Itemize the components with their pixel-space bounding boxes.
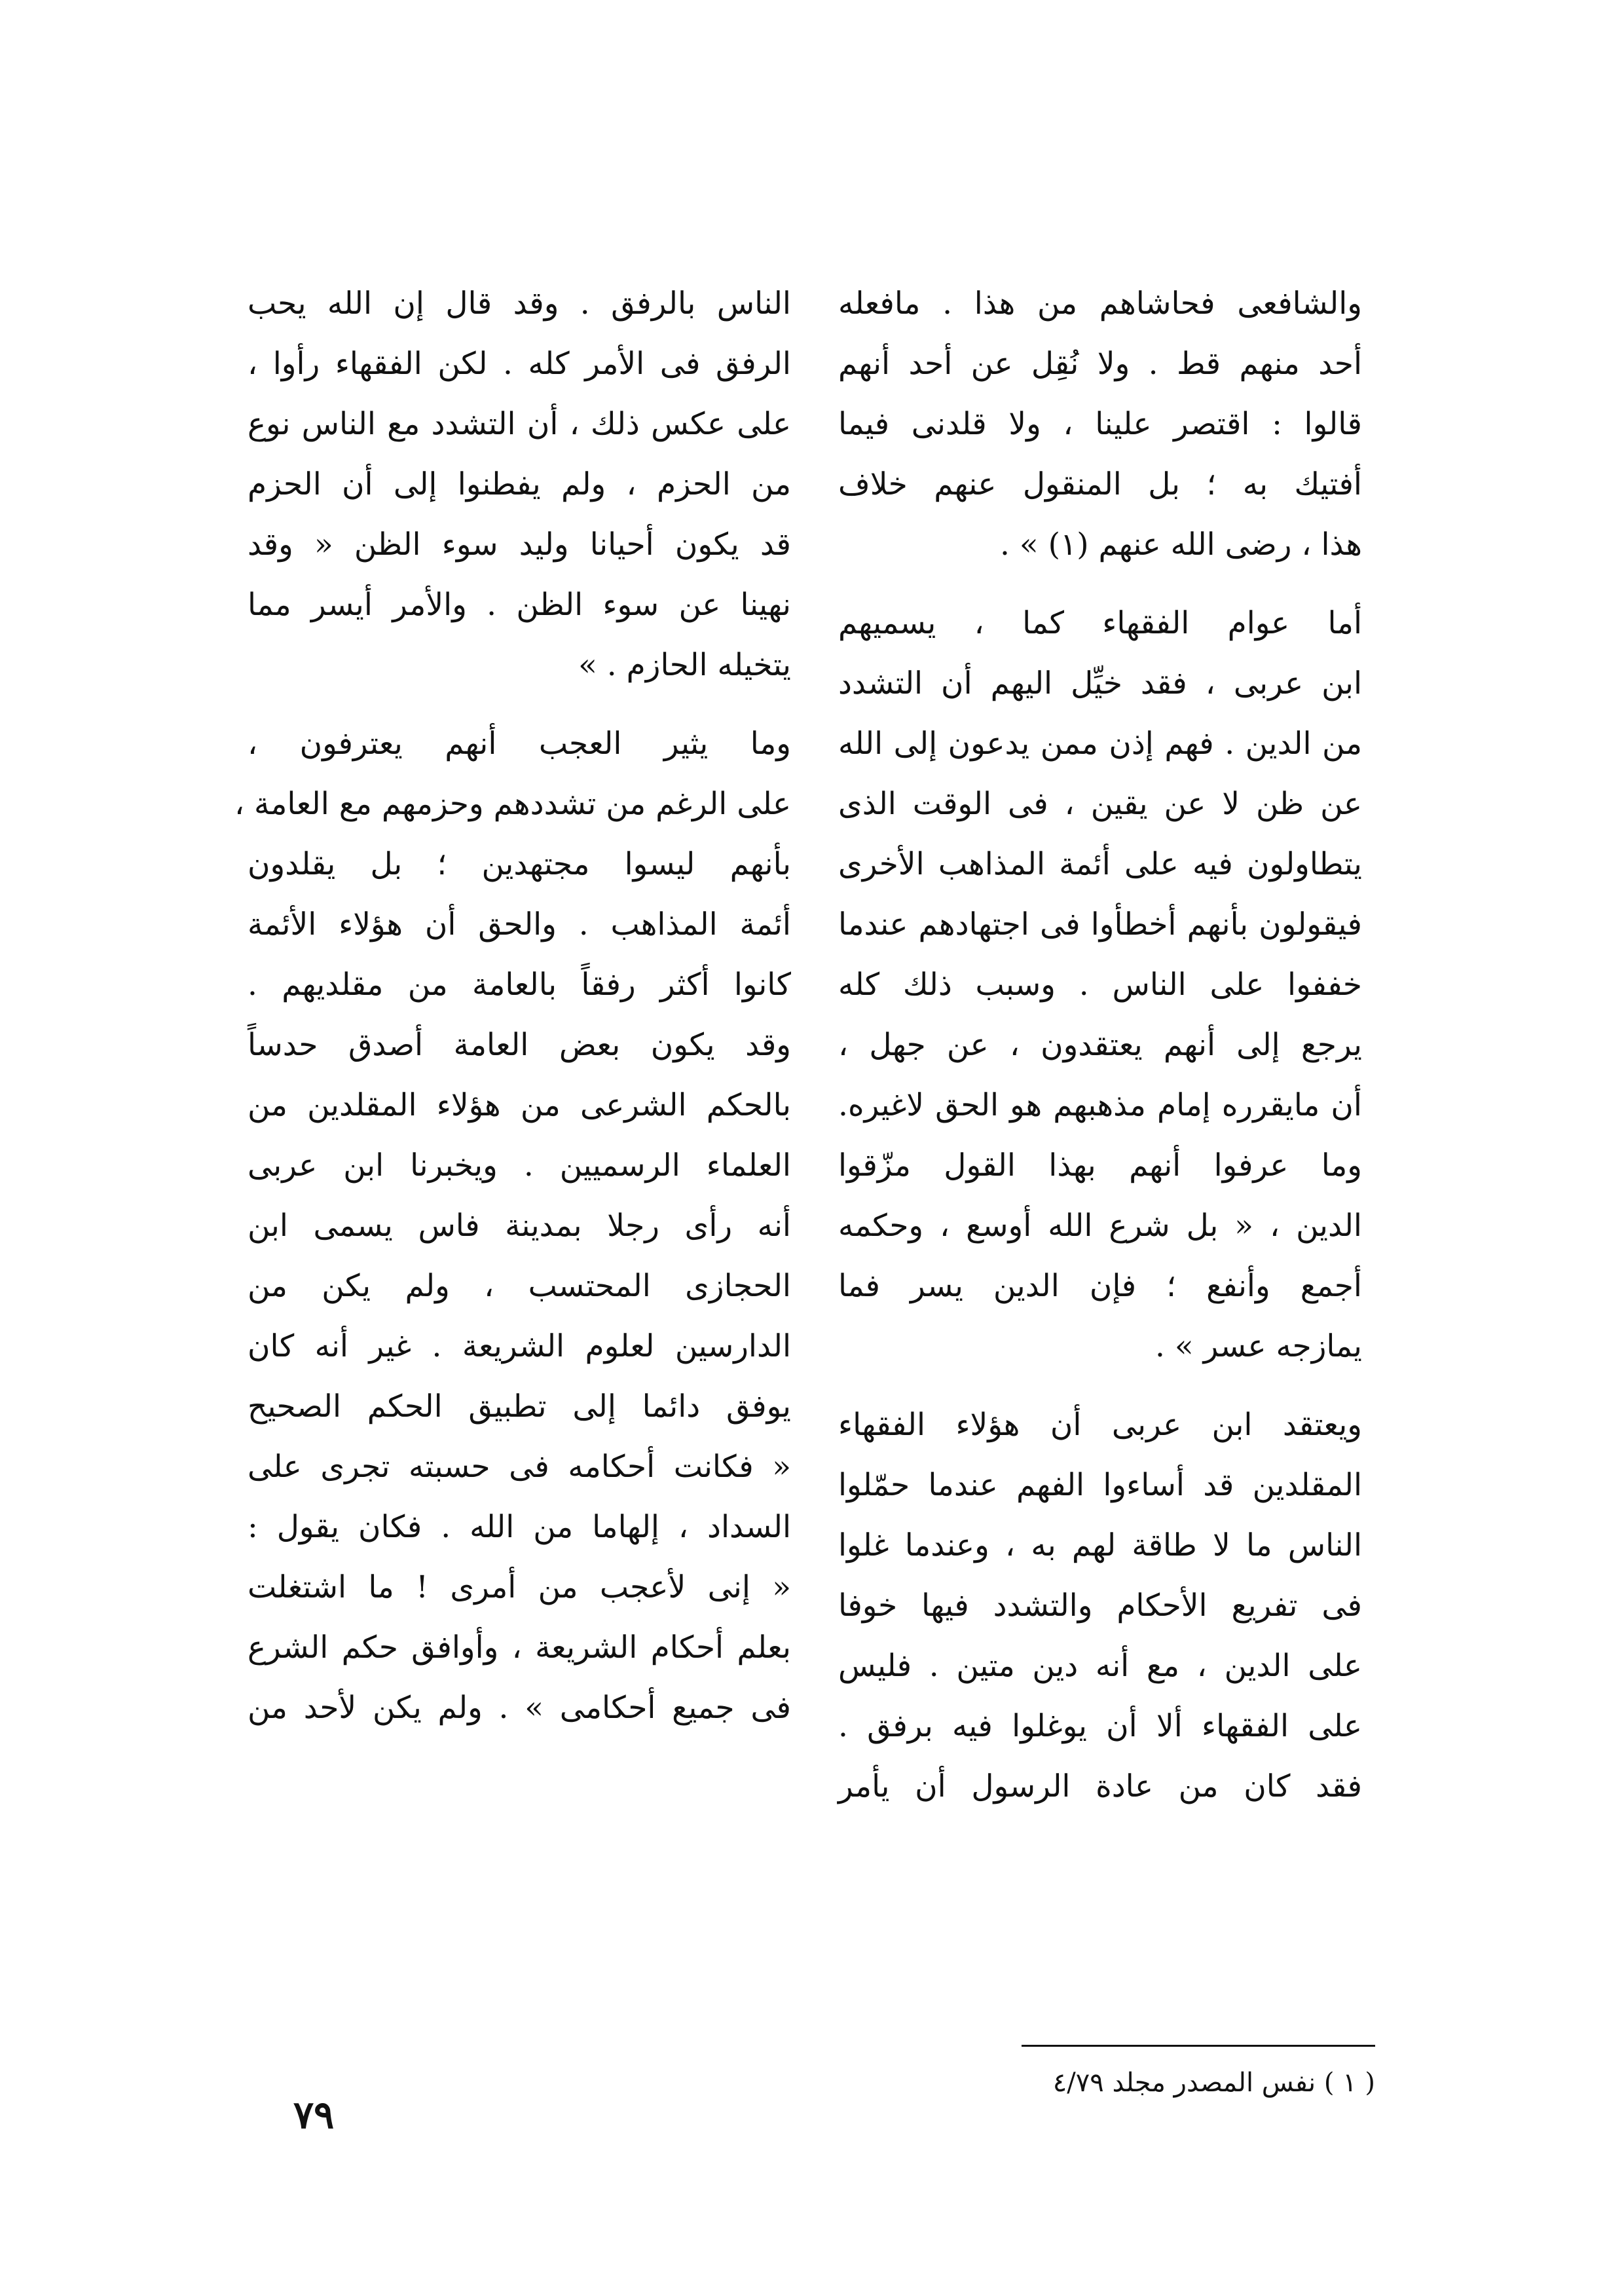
text-line: أفتيك به ؛ بل المنقول عنهم خلاف	[838, 466, 1362, 502]
left-column	[234, 274, 791, 1738]
text-line: على الرغم من تشددهم وحزمهم مع العامة ،	[234, 786, 791, 822]
text-line: الناس ما لا طاقة لهم به ، وعندما غلوا	[838, 1527, 1362, 1563]
text-line: الناس بالرفق . وقد قال إن الله يحب	[248, 286, 791, 322]
text-line: من الدين . فهم إذن ممن يدعون إلى الله	[838, 726, 1362, 762]
text-line: يتخيله الحازم . »	[578, 647, 791, 683]
text-line: والشافعى فحاشاهم من هذا . مافعله	[838, 286, 1362, 322]
text-line: وقد يكون بعض العامة أصدق حدساً	[248, 1027, 791, 1063]
text-line: « إنى لأعجب من أمرى ! ما اشتغلت	[248, 1569, 791, 1605]
text-line: أنه رأى رجلا بمدينة فاس يسمى ابن	[248, 1208, 791, 1244]
footnote-rule	[1022, 2045, 1375, 2047]
page-number: ٧٩	[293, 2093, 335, 2137]
text-line: وما عرفوا أنهم بهذا القول مزّقوا	[838, 1148, 1362, 1184]
footnote: ( ١ ) نفس المصدر مجلد ٤/٧٩	[1052, 2068, 1375, 2098]
text-line: نهينا عن سوء الظن . والأمر أيسر مما	[248, 587, 791, 623]
text-line: من الحزم ، ولم يفطنوا إلى أن الحزم	[248, 466, 791, 502]
right-paragraph-2	[838, 593, 1362, 1377]
right-paragraph-1	[838, 274, 1362, 575]
text-line: قد يكون أحيانا وليد سوء الظن « وقد	[248, 527, 791, 563]
text-line: أجمع وأنفع ؛ فإن الدين يسر فما	[838, 1268, 1362, 1304]
text-line: المقلدين قد أساءوا الفهم عندما حمّلوا	[838, 1467, 1362, 1503]
text-line: « فكانت أحكامه فى حسبته تجرى على	[248, 1449, 791, 1485]
text-line: على الفقهاء ألا أن يوغلوا فيه برفق .	[838, 1708, 1362, 1744]
text-line: فيقولون بأنهم أخطأوا فى اجتهادهم عندما	[838, 906, 1362, 942]
text-line: عن ظن لا عن يقين ، فى الوقت الذى	[838, 786, 1362, 822]
text-line: أن مايقرره إمام مذهبهم هو الحق لاغيره.	[838, 1087, 1362, 1123]
text-line: بأنهم ليسوا مجتهدين ؛ بل يقلدون	[248, 846, 791, 882]
text-line: فقد كان من عادة الرسول أن يأمر	[838, 1768, 1362, 1804]
text-line: خففوا على الناس . وسبب ذلك كله	[838, 967, 1362, 1003]
text-line: الرفق فى الأمر كله . لكن الفقهاء رأوا ،	[248, 346, 791, 382]
text-line: على الدين ، مع أنه دين متين . فليس	[838, 1648, 1362, 1684]
text-line: ويعتقد ابن عربى أن هؤلاء الفقهاء	[838, 1407, 1362, 1443]
text-line: بعلم أحكام الشريعة ، وأوافق حكم الشرع	[248, 1630, 791, 1666]
text-line: أحد منهم قط . ولا نُقِل عن أحد أنهم	[838, 346, 1362, 382]
text-line: ابن عربى ، فقد خيِّل اليهم أن التشدد	[838, 665, 1362, 701]
left-paragraph-2	[234, 714, 791, 1738]
text-line: فى تفريع الأحكام والتشدد فيها خوفا	[838, 1588, 1362, 1624]
text-line: أئمة المذاهب . والحق أن هؤلاء الأئمة	[248, 906, 791, 942]
text-line: الدين ، « بل شرع الله أوسع ، وحكمه	[838, 1208, 1362, 1244]
text-line: أما عوام الفقهاء كما ، يسميهم	[838, 605, 1362, 641]
text-line: بالحكم الشرعى من هؤلاء المقلدين من	[248, 1087, 791, 1123]
text-line: يرجع إلى أنهم يعتقدون ، عن جهل ،	[838, 1027, 1362, 1063]
text-line: يتطاولون فيه على أئمة المذاهب الأخرى	[838, 846, 1362, 882]
text-line: يمازجه عسر » .	[1155, 1328, 1362, 1364]
text-line: على عكس ذلك ، أن التشدد مع الناس نوع	[248, 406, 791, 442]
text-line: فى جميع أحكامى » . ولم يكن لأحد من	[248, 1690, 791, 1726]
text-line: الحجازى المحتسب ، ولم يكن من	[248, 1268, 791, 1304]
text-line: يوفق دائما إلى تطبيق الحكم الصحيح	[248, 1389, 791, 1425]
text-line: الدارسين لعلوم الشريعة . غير أنه كان	[248, 1328, 791, 1364]
text-line: العلماء الرسميين . ويخبرنا ابن عربى	[248, 1148, 791, 1184]
text-line: قالوا : اقتصر علينا ، ولا قلدنى فيما	[838, 406, 1362, 442]
text-line: السداد ، إلهاما من الله . فكان يقول :	[248, 1509, 791, 1545]
text-line: كانوا أكثر رفقاً بالعامة من مقلديهم .	[248, 967, 791, 1003]
right-column	[838, 274, 1362, 1817]
left-paragraph-1	[248, 274, 791, 696]
text-line: هذا ، رضى الله عنهم (١) » .	[1000, 527, 1362, 563]
right-paragraph-3	[838, 1395, 1362, 1817]
text-line: وما يثير العجب أنهم يعترفون ،	[248, 726, 791, 762]
